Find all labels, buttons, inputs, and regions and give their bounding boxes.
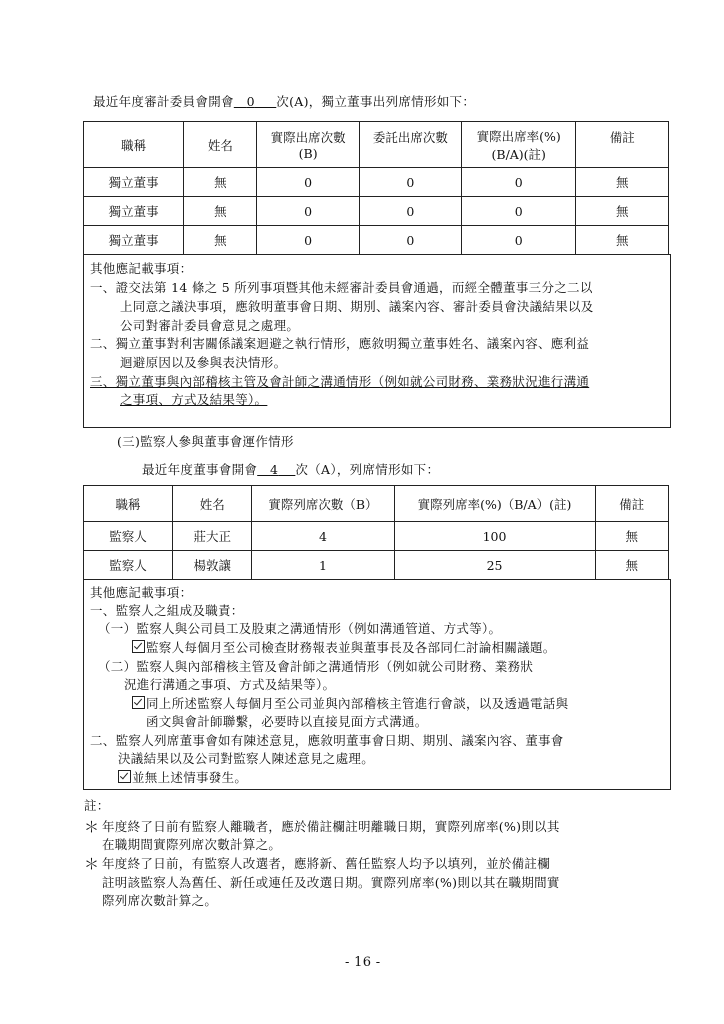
- table-cell: 無: [576, 226, 669, 255]
- audit-intro-prefix: 最近年度審計委員會開會: [93, 94, 234, 109]
- audit-meetings: [234, 94, 276, 109]
- table-cell: 100: [394, 522, 595, 551]
- audit-note-line: 之事項、方式及結果等）。: [120, 392, 268, 407]
- footnote-line: 際列席次數計算之。: [102, 893, 218, 908]
- audit-note-line: 三、獨立董事與內部稽核主管及會計師之溝通情形（例如就公司財務、業務狀況進行溝通: [90, 374, 590, 389]
- sup-header-title: 職稱: [84, 486, 173, 522]
- sup-note-line: 函文與會計師聯繫，必要時以直接見面方式溝通。: [146, 714, 428, 729]
- sup-note-line: 一、監察人之組成及職責：: [90, 603, 244, 618]
- table-cell: 無: [184, 168, 257, 197]
- table-cell: 0: [462, 168, 576, 197]
- checkbox-checked-icon: [118, 770, 131, 783]
- footnote-line: 在職期間實際列席次數計算之。: [102, 837, 282, 852]
- table-cell: 監察人: [84, 551, 173, 580]
- sup-note-line: （二）監察人與內部稽核主管及會計師之溝通情形（例如就公司財務、業務狀: [98, 659, 534, 674]
- audit-row: [84, 197, 669, 226]
- page-number: - 16 -: [345, 955, 381, 970]
- audit-intro-suffix: 次(A)，獨立董事出列席情形如下：: [276, 94, 476, 109]
- sup-header-rate: 實際列席率(%)（B/A）(註): [394, 486, 595, 522]
- footnote-label: 註：: [84, 798, 110, 813]
- sup-note-line: 決議結果以及公司對監察人陳述意見之處理。: [118, 751, 375, 766]
- supervisors-row: [84, 522, 669, 551]
- audit-header-row: [84, 122, 669, 168]
- sup-notes-title: 其他應記載事項：: [90, 585, 193, 600]
- audit-meetings-value: 0: [246, 94, 255, 109]
- sup-note-line: 二、監察人列席董事會如有陳述意見，應敘明董事會日期、期別、議案內容、董事會: [90, 733, 564, 748]
- table-cell: 無: [595, 551, 669, 580]
- audit-header-name: 姓名: [184, 122, 257, 168]
- supervisors-table: [83, 485, 669, 580]
- audit-intro: [93, 92, 475, 110]
- table-cell: 莊大正: [173, 522, 252, 551]
- table-cell: 4: [252, 522, 394, 551]
- table-cell: 無: [184, 226, 257, 255]
- checkbox-checked-icon: [132, 640, 145, 653]
- table-cell: 楊敦讓: [173, 551, 252, 580]
- audit-header-proxy: 委託出席次數: [359, 122, 461, 168]
- table-cell: 0: [257, 168, 359, 197]
- table-cell: 獨立董事: [84, 226, 184, 255]
- audit-note-line: 迴避原因以及參與表決情形。: [120, 355, 287, 370]
- checkbox-checked-icon: [132, 696, 145, 709]
- table-cell: 0: [359, 168, 461, 197]
- audit-row: [84, 226, 669, 255]
- sup-header-name: 姓名: [173, 486, 252, 522]
- table-cell: 1: [252, 551, 394, 580]
- table-cell: 25: [394, 551, 595, 580]
- supervisors-section-title: (三)監察人參與董事會運作情形: [117, 434, 294, 449]
- table-cell: 0: [257, 226, 359, 255]
- table-cell: 0: [359, 197, 461, 226]
- audit-notes-title: 其他應記載事項：: [90, 261, 193, 276]
- audit-note-line: 一、證交法第 14 條之 5 所列事項暨其他未經審計委員會通過，而經全體董事三分之二以: [90, 280, 593, 295]
- supervisors-row: [84, 551, 669, 580]
- supervisors-intro-suffix: 次（A），列席情形如下：: [295, 462, 440, 477]
- audit-header-remark: 備註: [576, 122, 669, 168]
- sup-note-check-line: 並無上述情事發生。: [118, 768, 247, 786]
- asterisk-icon: ＊: [84, 855, 100, 873]
- table-cell: 無: [576, 168, 669, 197]
- sup-note-check-line: 監察人每個月至公司檢查財務報表並與董事長及各部同仁討論相關議題。: [132, 638, 556, 656]
- table-cell: 獨立董事: [84, 197, 184, 226]
- sup-note-line: 況進行溝通之事項、方式及結果等）。: [124, 677, 336, 692]
- sup-note-check-line: 同上所述監察人每個月至公司並與內部稽核主管進行會談，以及透過電話與: [132, 694, 568, 712]
- table-cell: 0: [257, 197, 359, 226]
- audit-header-actual: 實際出席次數 (B): [257, 122, 359, 168]
- supervisors-intro: [142, 460, 439, 478]
- table-cell: 無: [595, 522, 669, 551]
- audit-note-line: 上同意之議決事項，應敘明董事會日期、期別、議案內容、審計委員會決議結果以及: [120, 299, 594, 314]
- table-cell: 監察人: [84, 522, 173, 551]
- sup-note-line: （一）監察人與公司員工及股東之溝通情形（例如溝通管道、方式等）。: [98, 621, 502, 636]
- audit-note-line: 二、獨立董事對利害關係議案迴避之執行情形，應敘明獨立董事姓名、議案內容、應利益: [90, 336, 590, 351]
- footnote-line: 年度終了日前，有監察人改選者，應將新、舊任監察人均予以填列，並於備註欄: [102, 856, 551, 871]
- supervisors-header-row: [84, 486, 669, 522]
- supervisors-intro-prefix: 最近年度董事會開會: [142, 462, 258, 477]
- table-cell: 0: [462, 197, 576, 226]
- audit-header-rate: 實際出席率(%) (B/A)(註): [462, 122, 576, 168]
- table-cell: 獨立董事: [84, 168, 184, 197]
- sup-header-actual: 實際列席次數（B）: [252, 486, 394, 522]
- audit-note-line: 公司對審計委員會意見之處理。: [120, 318, 300, 333]
- audit-row: [84, 168, 669, 197]
- table-cell: 無: [576, 197, 669, 226]
- audit-table: [83, 121, 669, 255]
- supervisors-meetings: [257, 462, 295, 477]
- sup-header-remark: 備註: [595, 486, 669, 522]
- table-cell: 0: [462, 226, 576, 255]
- table-cell: 0: [359, 226, 461, 255]
- audit-header-title: 職稱: [84, 122, 184, 168]
- supervisors-meetings-value: 4: [270, 462, 279, 477]
- footnote-line: 註明該監察人為舊任、新任或連任及改選日期。實際列席率(%)則以其在職期間實: [102, 875, 560, 890]
- asterisk-icon: ＊: [84, 818, 100, 836]
- table-cell: 無: [184, 197, 257, 226]
- footnote-line: 年度終了日前有監察人離職者，應於備註欄註明離職日期，實際列席率(%)則以其: [102, 819, 560, 834]
